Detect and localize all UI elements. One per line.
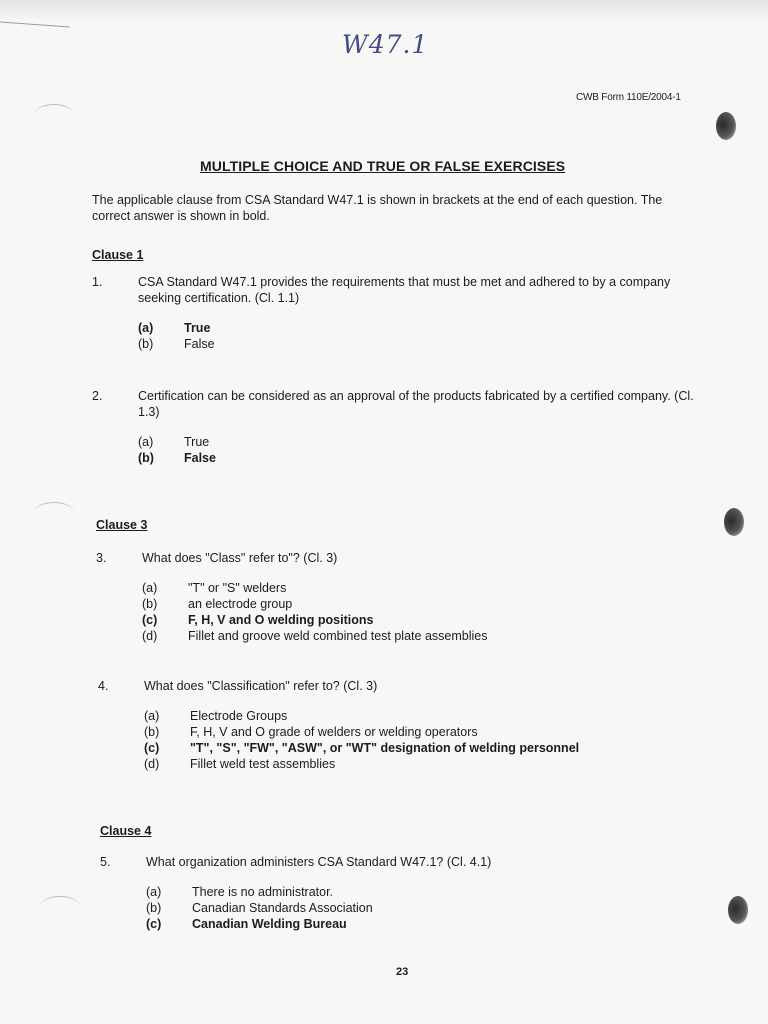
- option-text: Fillet and groove weld combined test plate assemblies: [188, 629, 488, 643]
- question-item: [92, 388, 698, 466]
- scan-mark: [40, 896, 80, 917]
- option-letter: (b): [138, 451, 154, 465]
- option-letter: (c): [142, 613, 158, 627]
- answer-option: [138, 434, 698, 450]
- scan-shadow: [0, 0, 768, 22]
- option-text: Canadian Standards Association: [192, 901, 373, 915]
- option-letter: (d): [142, 629, 158, 643]
- intro-text: The applicable clause from CSA Standard W47.1 is shown in brackets at the end of each question. The correct answer is shown in bold.: [92, 193, 663, 223]
- punch-hole-icon: [728, 896, 748, 924]
- page-title: MULTIPLE CHOICE AND TRUE OR FALSE EXERCISES: [200, 158, 566, 174]
- question-number: 3.: [96, 551, 107, 565]
- answer-option-correct: [138, 450, 698, 466]
- question-number: 5.: [100, 855, 111, 869]
- answer-options: [92, 434, 698, 466]
- answer-options: [92, 320, 698, 352]
- option-text: Canadian Welding Bureau: [192, 917, 347, 931]
- option-letter: (a): [138, 435, 154, 449]
- answer-options: [98, 708, 708, 772]
- option-text: "T", "S", "FW", "ASW", or "WT" designation of welding personnel: [190, 741, 580, 755]
- question-item: [96, 550, 706, 644]
- form-number: CWB Form 110E/2004-1: [576, 92, 681, 103]
- option-text: There is no administrator.: [192, 885, 334, 899]
- option-letter: (b): [144, 725, 160, 739]
- option-letter: (a): [146, 885, 162, 899]
- option-letter: (a): [144, 709, 160, 723]
- option-text: Fillet weld test assemblies: [190, 757, 336, 771]
- option-letter: (c): [144, 741, 160, 755]
- answer-options: [96, 580, 706, 644]
- option-text: F, H, V and O grade of welders or welding operators: [190, 725, 478, 739]
- answer-option: [138, 336, 698, 352]
- option-letter: (b): [138, 337, 154, 351]
- scan-mark: [34, 502, 74, 523]
- answer-option: [144, 756, 708, 772]
- option-letter: (b): [146, 901, 162, 915]
- question-text: What does "Classification" refer to? (Cl. 3): [144, 679, 378, 693]
- punch-hole-icon: [716, 112, 736, 140]
- option-text: False: [184, 337, 215, 351]
- question-item: [98, 678, 708, 772]
- option-text: Electrode Groups: [190, 709, 288, 723]
- handwritten-note: W47.1: [342, 30, 429, 59]
- clause-heading: Clause 1: [92, 248, 144, 262]
- option-text: True: [184, 435, 210, 449]
- answer-option: [142, 628, 706, 644]
- option-text: False: [184, 451, 216, 465]
- option-text: an electrode group: [188, 597, 293, 611]
- question-number: 2.: [92, 389, 103, 403]
- answer-option: [144, 708, 708, 724]
- clause-heading: Clause 3: [96, 518, 148, 532]
- answer-option-correct: [146, 916, 710, 932]
- question-text: Certification can be considered as an approval of the products fabricated by a certified company. (Cl. 1.3): [138, 389, 694, 419]
- option-text: F, H, V and O welding positions: [188, 613, 374, 627]
- answer-option: [142, 580, 706, 596]
- option-letter: (a): [138, 321, 154, 335]
- option-letter: (a): [142, 581, 158, 595]
- question-number: 1.: [92, 275, 103, 289]
- page-number: 23: [396, 966, 409, 978]
- option-letter: (d): [144, 757, 160, 771]
- option-letter: (c): [146, 917, 162, 931]
- option-text: "T" or "S" welders: [188, 581, 287, 595]
- scan-mark: [34, 104, 74, 125]
- answer-option-correct: [144, 740, 708, 756]
- question-text: CSA Standard W47.1 provides the requirements that must be met and adhered to by a company seeking certification. (Cl. 1.1): [138, 275, 671, 305]
- option-text: True: [184, 321, 211, 335]
- answer-option-correct: [142, 612, 706, 628]
- answer-option: [144, 724, 708, 740]
- answer-option: [142, 596, 706, 612]
- answer-option: [146, 900, 710, 916]
- answer-options: [100, 884, 710, 932]
- clause-heading: Clause 4: [100, 824, 152, 838]
- question-text: What organization administers CSA Standard W47.1? (Cl. 4.1): [146, 855, 492, 869]
- question-number: 4.: [98, 679, 109, 693]
- question-item: [100, 854, 710, 932]
- question-item: [92, 274, 698, 352]
- answer-option-correct: [138, 320, 698, 336]
- question-text: What does "Class" refer to"? (Cl. 3): [142, 551, 338, 565]
- punch-hole-icon: [724, 508, 744, 536]
- option-letter: (b): [142, 597, 158, 611]
- answer-option: [146, 884, 710, 900]
- scan-mark: [0, 22, 70, 28]
